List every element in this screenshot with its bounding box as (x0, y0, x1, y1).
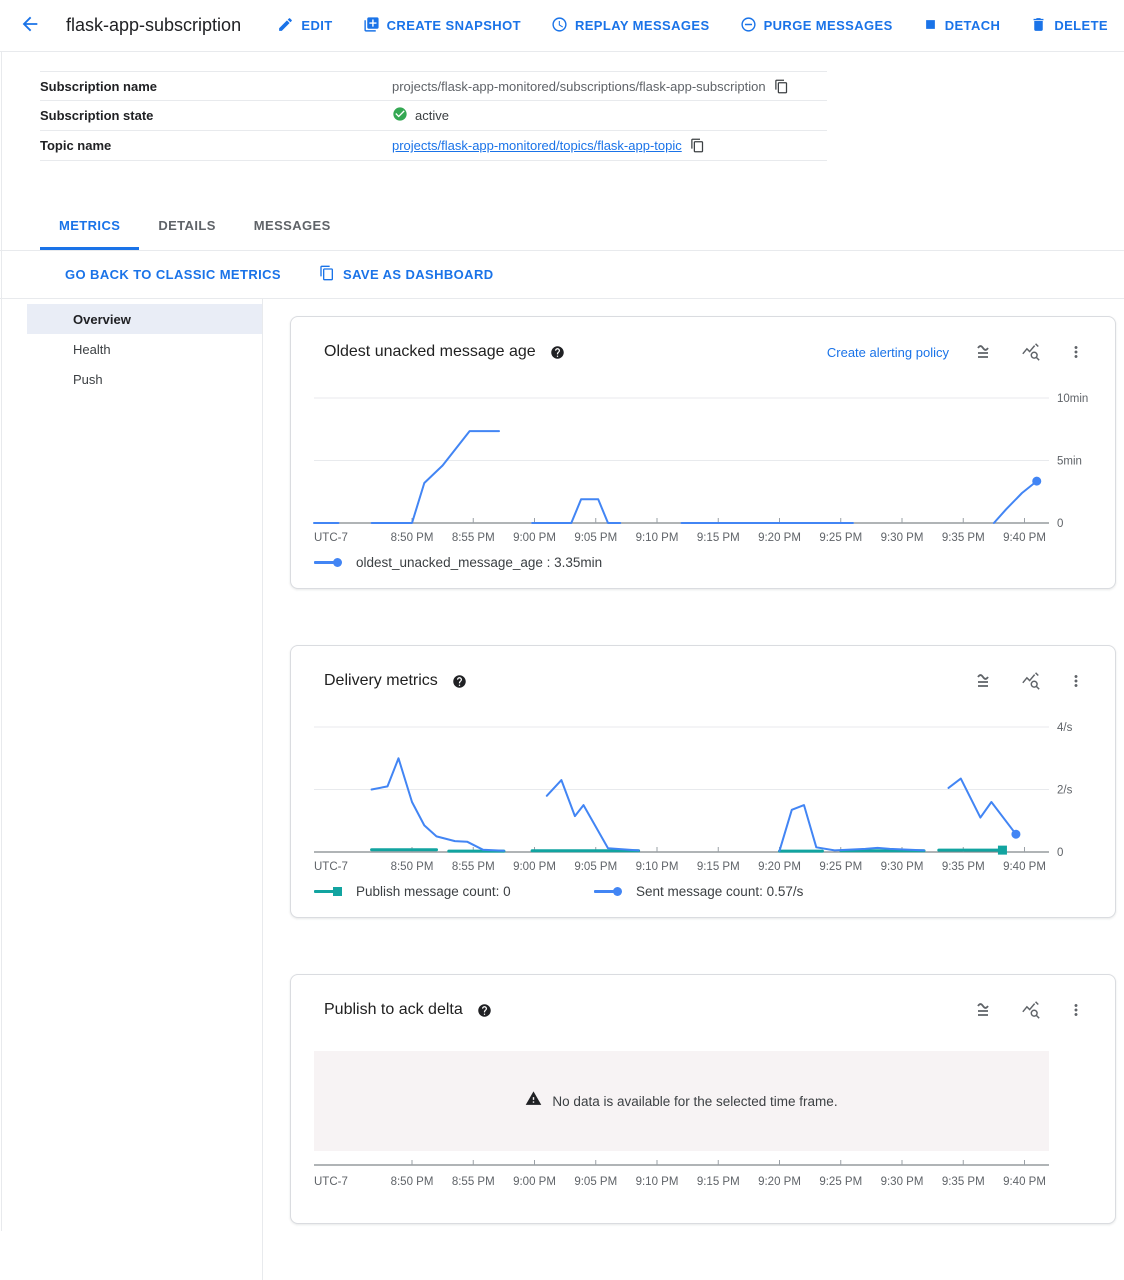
info-table (40, 71, 827, 161)
topic-link[interactable]: projects/flask-app-monitored/topics/flask-app-topic (392, 138, 682, 153)
svg-text:2/s: 2/s (1057, 784, 1073, 797)
detach-button[interactable] (923, 17, 1001, 35)
svg-text:9:35 PM: 9:35 PM (941, 861, 985, 873)
replay-messages-label: REPLAY MESSAGES (574, 18, 710, 33)
svg-text:8:55 PM: 8:55 PM (451, 1176, 495, 1188)
topic-name-row (40, 131, 827, 161)
tab-details[interactable]: DETAILS (158, 217, 216, 233)
svg-text:9:00 PM: 9:00 PM (513, 1176, 556, 1188)
svg-text:9:20 PM: 9:20 PM (758, 1176, 801, 1188)
svg-text:10min: 10min (1057, 393, 1089, 405)
svg-text:9:10 PM: 9:10 PM (635, 1176, 679, 1188)
edit-button[interactable] (277, 16, 332, 36)
svg-text:9:35 PM: 9:35 PM (941, 532, 985, 544)
publish-to-ack-delta-axis[interactable] (291, 1153, 1101, 1199)
metrics-main (263, 299, 1124, 1280)
metrics-explorer-icon[interactable] (1021, 1000, 1041, 1020)
svg-text:9:40 PM: 9:40 PM (1003, 861, 1046, 873)
copy-dashboard-icon (319, 265, 335, 284)
subscription-name-label: Subscription name (40, 78, 158, 94)
svg-text:9:20 PM: 9:20 PM (758, 532, 801, 544)
sidebar-item-health[interactable]: Health (73, 341, 111, 357)
history-clock-icon (551, 16, 568, 36)
more-options-icon[interactable] (1067, 672, 1085, 690)
header (0, 0, 1124, 52)
help-icon[interactable] (452, 674, 467, 689)
pencil-icon (277, 16, 294, 36)
metrics-sidebar (0, 299, 263, 1280)
card-title: Delivery metrics (324, 672, 438, 689)
tab-messages[interactable]: MESSAGES (253, 217, 331, 233)
metric-card-oldest-unacked-age (290, 316, 1116, 589)
svg-text:9:05 PM: 9:05 PM (574, 1176, 618, 1188)
no-data-panel (314, 1051, 1049, 1151)
legend-square-icon (333, 887, 342, 896)
tab-metrics[interactable]: METRICS (40, 203, 139, 250)
svg-text:9:15 PM: 9:15 PM (696, 532, 740, 544)
svg-text:9:15 PM: 9:15 PM (696, 1176, 740, 1188)
more-options-icon[interactable] (1067, 1001, 1085, 1019)
legend-item (594, 884, 803, 899)
copy-icon[interactable] (690, 138, 705, 153)
sidebar-item-push[interactable]: Push (73, 371, 103, 387)
delete-button[interactable] (1030, 16, 1108, 36)
square-icon (923, 17, 938, 35)
svg-text:9:15 PM: 9:15 PM (696, 861, 740, 873)
legend-item (314, 555, 602, 570)
create-alerting-policy-link[interactable]: Create alerting policy (826, 344, 949, 360)
legend-label: Publish message count: 0 (356, 884, 511, 899)
svg-text:9:35 PM: 9:35 PM (941, 1176, 985, 1188)
svg-text:8:55 PM: 8:55 PM (451, 861, 495, 873)
legend-row (291, 880, 1115, 917)
check-circle-icon (392, 106, 408, 125)
card-title: Publish to ack delta (324, 1001, 463, 1018)
svg-text:9:25 PM: 9:25 PM (819, 861, 863, 873)
arrow-back-icon (19, 13, 41, 38)
legend-label: oldest_unacked_message_age : 3.35min (356, 555, 603, 570)
trash-icon (1030, 16, 1047, 36)
svg-text:8:50 PM: 8:50 PM (390, 861, 434, 873)
svg-text:UTC-7: UTC-7 (314, 1176, 348, 1188)
svg-text:9:10 PM: 9:10 PM (635, 861, 679, 873)
warning-icon (525, 1090, 542, 1112)
minus-circle-icon (740, 16, 757, 36)
delivery-metrics-chart[interactable] (291, 710, 1101, 880)
subscription-name-value: projects/flask-app-monitored/subscriptions/flask-app-subscription (392, 78, 766, 94)
svg-text:8:50 PM: 8:50 PM (390, 1176, 434, 1188)
legend-item (314, 884, 594, 899)
metrics-explorer-icon[interactable] (1021, 342, 1041, 362)
svg-text:9:05 PM: 9:05 PM (574, 532, 618, 544)
oldest-unacked-age-chart[interactable] (291, 381, 1101, 551)
legend-toggle-icon[interactable] (975, 1000, 995, 1020)
purge-messages-button[interactable] (740, 16, 893, 36)
metric-card-delivery-metrics (290, 645, 1116, 918)
subscription-state-label: Subscription state (40, 108, 154, 123)
metrics-explorer-icon[interactable] (1021, 671, 1041, 691)
topic-name-label: Topic name (40, 138, 112, 153)
save-as-dashboard-label: SAVE AS DASHBOARD (343, 267, 494, 282)
svg-text:9:40 PM: 9:40 PM (1003, 532, 1046, 544)
page-title: flask-app-subscription (66, 15, 242, 35)
create-snapshot-label: CREATE SNAPSHOT (386, 18, 521, 33)
legend-row (291, 551, 1115, 588)
subscription-state-value: active (415, 108, 449, 123)
legend-dot-icon (333, 558, 342, 567)
purge-messages-label: PURGE MESSAGES (763, 18, 893, 33)
svg-text:9:30 PM: 9:30 PM (880, 861, 924, 873)
legend-label: Sent message count: 0.57/s (636, 884, 804, 899)
metrics-toolbar (0, 251, 1124, 299)
svg-text:0: 0 (1057, 518, 1064, 530)
copy-icon[interactable] (774, 79, 789, 94)
legend-dot-icon (613, 887, 622, 896)
no-data-message: No data is available for the selected time frame. (552, 1093, 838, 1109)
svg-text:9:00 PM: 9:00 PM (513, 861, 556, 873)
svg-text:9:30 PM: 9:30 PM (880, 532, 924, 544)
metric-card-publish-to-ack-delta (290, 974, 1116, 1224)
legend-toggle-icon[interactable] (975, 342, 995, 362)
add-snapshot-icon (363, 16, 380, 36)
tab-bar (0, 203, 1124, 251)
more-options-icon[interactable] (1067, 343, 1085, 361)
sidebar-item-overview[interactable]: Overview (27, 304, 262, 334)
detach-label: DETACH (944, 18, 1001, 33)
svg-text:9:25 PM: 9:25 PM (819, 532, 863, 544)
go-back-classic-metrics-label: GO BACK TO CLASSIC METRICS (65, 267, 282, 282)
card-title: Oldest unacked message age (324, 343, 536, 360)
svg-text:9:25 PM: 9:25 PM (819, 1176, 863, 1188)
delete-label: DELETE (1054, 18, 1108, 33)
header-actions (277, 16, 1110, 36)
svg-text:9:20 PM: 9:20 PM (758, 861, 801, 873)
replay-messages-button[interactable] (551, 16, 710, 36)
svg-text:9:00 PM: 9:00 PM (513, 532, 556, 544)
help-icon[interactable] (477, 1003, 492, 1018)
back-button[interactable] (14, 10, 46, 42)
svg-text:0: 0 (1057, 847, 1064, 859)
help-icon[interactable] (550, 345, 565, 360)
subscription-state-row (40, 101, 827, 131)
svg-text:UTC-7: UTC-7 (314, 861, 348, 873)
svg-text:9:10 PM: 9:10 PM (635, 532, 679, 544)
edit-label: EDIT (301, 18, 333, 33)
go-back-classic-metrics-button[interactable] (65, 267, 281, 282)
svg-text:9:05 PM: 9:05 PM (574, 861, 618, 873)
svg-text:4/s: 4/s (1057, 722, 1073, 734)
svg-text:8:55 PM: 8:55 PM (451, 532, 495, 544)
svg-text:UTC-7: UTC-7 (314, 532, 348, 544)
svg-text:9:30 PM: 9:30 PM (880, 1176, 924, 1188)
subscription-name-row (40, 71, 827, 101)
create-snapshot-button[interactable] (363, 16, 521, 36)
save-as-dashboard-button[interactable] (319, 265, 494, 284)
legend-toggle-icon[interactable] (975, 671, 995, 691)
svg-text:9:40 PM: 9:40 PM (1003, 1176, 1046, 1188)
svg-text:8:50 PM: 8:50 PM (390, 532, 434, 544)
svg-text:5min: 5min (1057, 455, 1082, 468)
